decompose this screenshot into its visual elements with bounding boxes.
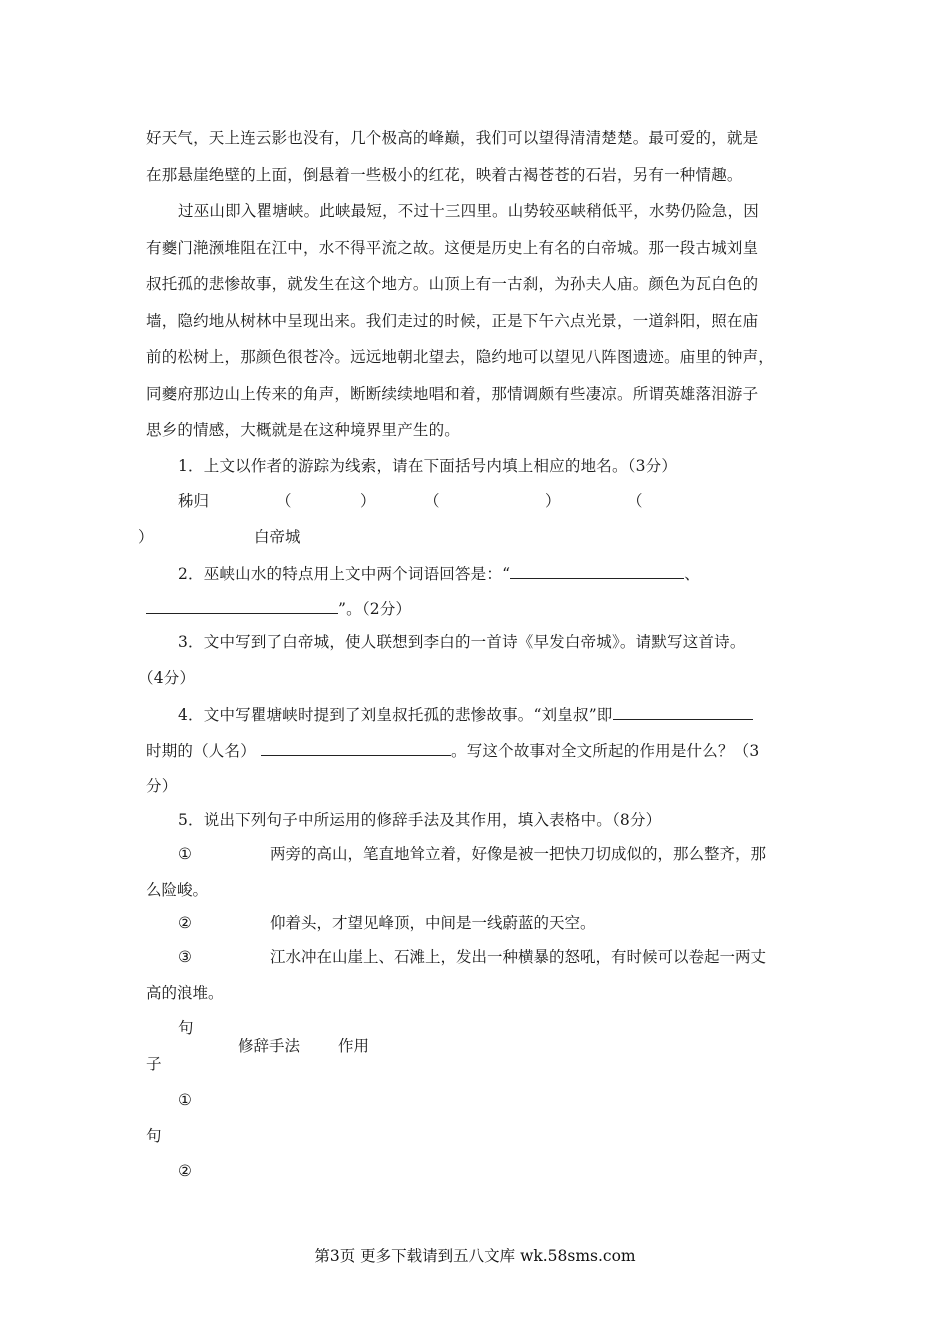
table-row-2-marker: ② — [178, 1162, 192, 1180]
table-header-sentence: 句 — [178, 1019, 194, 1037]
sentence-1-text: 两旁的高山，笔直地耸立着，好像是被一把快刀切成似的，那么整齐，那 — [270, 845, 767, 863]
question-4-line — [178, 704, 808, 725]
sentence-1-text-cont: 么险峻。 — [146, 881, 209, 899]
table-header-device: 修辞手法 — [238, 1037, 301, 1055]
passage-line: 过巫山即入瞿塘峡。此峡最短，不过十三四里。山势较巫峡稍低平，水势仍险急，因 — [178, 202, 759, 220]
question-2-line — [178, 563, 808, 584]
q1-paren-close: ） — [138, 528, 154, 546]
q1-end-place: 白帝城 — [254, 528, 301, 546]
passage-line: 好天气，天上连云影也没有，几个极高的峰巅，我们可以望得清清楚楚。最可爱的，就是 — [146, 129, 759, 147]
passage-line: 有夔门滟滪堆阻在江中，水不得平流之故。这便是历史上有名的白帝城。那一段古城刘皇 — [146, 239, 759, 257]
q2-answer-blank-2[interactable] — [146, 598, 338, 614]
passage-line: 墙，隐约地从树林中呈现出来。我们走过的时候，正是下午六点光景，一道斜阳，照在庙 — [146, 312, 759, 330]
page-footer: 第3页 更多下载请到五八文库 wk.58sms.com — [314, 1247, 636, 1265]
sentence-3-marker: ③ — [178, 948, 192, 966]
q2-score: ”。（2分） — [338, 600, 412, 618]
q1-start-place: 秭归 — [178, 492, 210, 510]
sentence-1-marker: ① — [178, 845, 192, 863]
question-4-score: 分） — [146, 777, 178, 795]
question-1-text: 1．上文以作者的游踪为线索，请在下面括号内填上相应的地名。（3分） — [178, 457, 678, 475]
q4-text: 4．文中写瞿塘峡时提到了刘皇叔托孤的悲惨故事。“刘皇叔”即 — [178, 706, 613, 724]
question-5-text: 5．说出下列句子中所运用的修辞手法及其作用，填入表格中。（8分） — [178, 811, 662, 829]
q2-text: 2．巫峡山水的特点用上文中两个词语回答是：“ — [178, 565, 511, 583]
sentence-3-text-cont: 高的浪堆。 — [146, 984, 224, 1002]
question-4-line-2 — [146, 740, 806, 761]
passage-line: 前的松树上，那颜色很苍冷。远远地朝北望去，隐约地可以望见八阵图遗迹。庙里的钟声， — [146, 348, 775, 366]
passage-line: 思乡的情感，大概就是在这种境界里产生的。 — [146, 421, 461, 439]
q2-separator: 、 — [684, 565, 700, 583]
question-3-score: （4分） — [138, 669, 196, 687]
q4-text-b2: 。写这个故事对全文所起的作用是什么？（3 — [451, 742, 760, 760]
q2-answer-blank-1[interactable] — [510, 563, 684, 579]
passage-line: 在那悬崖绝壁的上面，倒悬着一些极小的红花，映着古褐苍苍的石岩，另有一种情趣。 — [146, 166, 743, 184]
q1-paren-open: （ — [276, 492, 292, 510]
passage-line: 叔托孤的悲惨故事，就发生在这个地方。山顶上有一古刹，为孙夫人庙。颜色为瓦白色的 — [146, 275, 759, 293]
question-2-line-2 — [146, 598, 806, 619]
table-header-sentence-cont: 子 — [146, 1055, 162, 1073]
question-3-text: 3．文中写到了白帝城，使人联想到李白的一首诗《早发白帝城》。请默写这首诗。 — [178, 633, 746, 651]
table-header-effect: 作用 — [338, 1037, 370, 1055]
q4-text-b1: 时期的（人名） — [146, 742, 256, 760]
q1-paren-close: ） — [545, 492, 561, 510]
table-row-1-marker: ① — [178, 1091, 192, 1109]
q4-dynasty-blank[interactable] — [613, 704, 753, 720]
sentence-2-text: 仰着头，才望见峰顶，中间是一线蔚蓝的天空。 — [270, 914, 596, 932]
passage-line: 同夔府那边山上传来的角声，断断续续地唱和着，那情调颇有些凄凉。所谓英雄落泪游子 — [146, 385, 759, 403]
q1-paren-open: （ — [424, 492, 440, 510]
q1-paren-open: （ — [627, 492, 643, 510]
q1-paren-close: ） — [360, 492, 376, 510]
sentence-2-marker: ② — [178, 914, 192, 932]
q4-name-blank[interactable] — [261, 740, 451, 756]
sentence-3-text: 江水冲在山崖上、石滩上，发出一种横暴的怒吼，有时候可以卷起一两丈 — [270, 948, 767, 966]
table-row-1-label: 句 — [146, 1127, 162, 1145]
